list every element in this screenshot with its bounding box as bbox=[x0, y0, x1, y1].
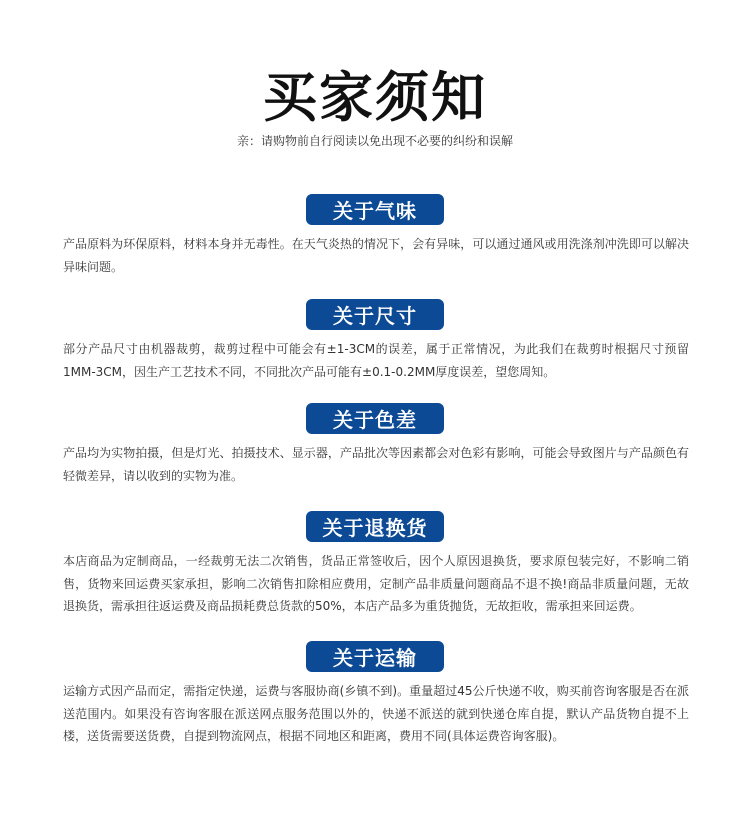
section-heading-odor: 关于气味 bbox=[306, 194, 444, 225]
section-heading-shipping: 关于运输 bbox=[306, 641, 444, 672]
section-body-size: 部分产品尺寸由机器裁剪，裁剪过程中可能会有±1-3CM的误差，属于正常情况，为此我们在裁剪时根据尺寸预留1MM-3CM，因生产工艺技术不同，不同批次产品可能有±0.1-0.2MM厚度误差，望您周知。 bbox=[63, 342, 689, 379]
section-heading-color-difference: 关于色差 bbox=[306, 403, 444, 434]
section-body-returns: 本店商品为定制商品，一经裁剪无法二次销售，货品正常签收后，因个人原因退换货，要求原包装完好，不影响二销售，货物来回运费买家承担，影响二次销售扣除相应费用，定制产品非质量问题商品不退不换!商品非质量问题，无故退换货，需承担往返运费及商品损耗费总货款的50%，本店产品多为重货抛货，无故拒收，需承担来回运费。 bbox=[63, 554, 689, 613]
section-body-color-difference: 产品均为实物拍摄，但是灯光、拍摄技术、显示器，产品批次等因素都会对色彩有影响，可能会导致图片与产品颜色有轻微差异，请以收到的实物为准。 bbox=[63, 446, 689, 483]
section-body-odor: 产品原料为环保原料，材料本身并无毒性。在天气炎热的情况下，会有异味，可以通过通风或用洗涤剂冲洗即可以解决异味问题。 bbox=[63, 237, 689, 274]
page-subtitle: 亲：请购物前自行阅读以免出现不必要的纠纷和误解 bbox=[236, 134, 513, 148]
section-heading-size: 关于尺寸 bbox=[306, 299, 444, 330]
page-title: 买家须知 bbox=[263, 66, 487, 129]
section-heading-returns: 关于退换货 bbox=[306, 511, 444, 542]
section-body-shipping: 运输方式因产品而定，需指定快递，运费与客服协商(乡镇不到)。重量超过45公斤快递不收，购买前咨询客服是否在派送范围内。如果没有咨询客服在派送网点服务范围以外的，快递不派送的就到快递仓库自提，默认产品货物自提不上楼，送货需要送货费，自提到物流网点，根据不同地区和距离，费用不同(具体运费咨询客服)。 bbox=[63, 684, 689, 743]
